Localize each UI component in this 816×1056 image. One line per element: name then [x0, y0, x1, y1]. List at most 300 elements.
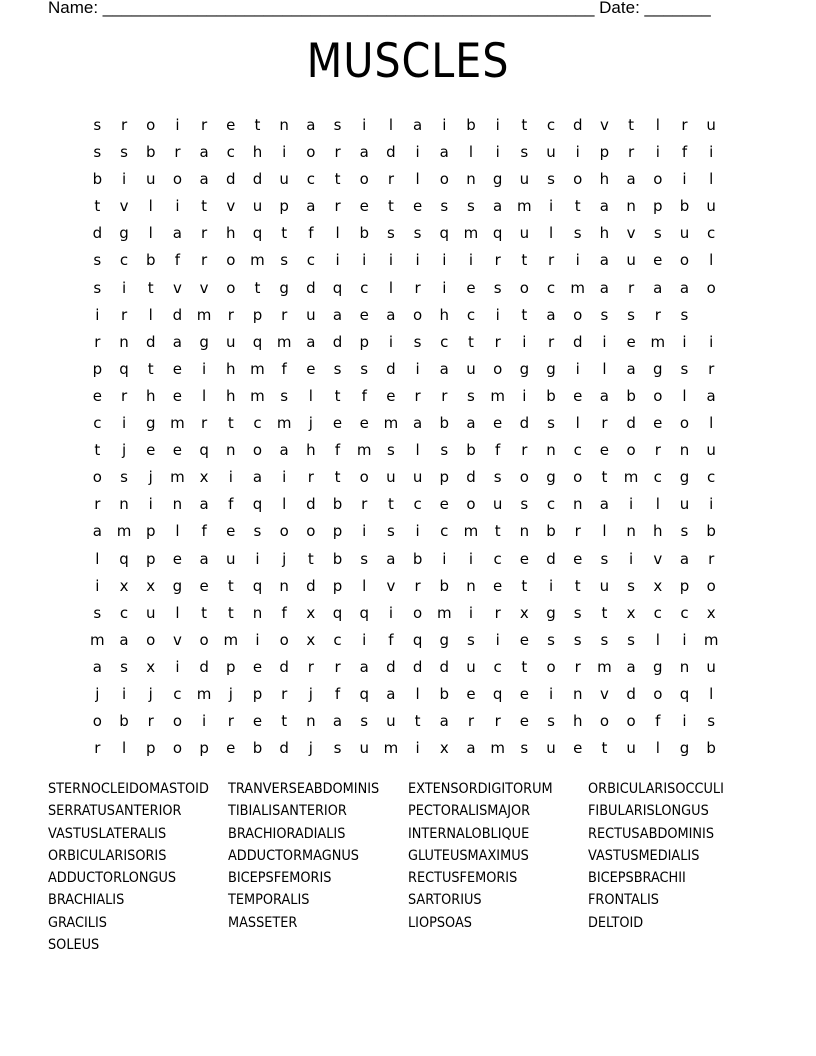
grid-letter: v: [626, 224, 636, 243]
grid-letter: t: [147, 278, 154, 297]
grid-letter: r: [414, 386, 421, 405]
grid-letter: l: [415, 441, 420, 460]
grid-letter: d: [252, 170, 263, 189]
grid-letter: m: [383, 739, 399, 758]
grid-letter: c: [440, 332, 449, 351]
grid-letter: s: [280, 251, 289, 270]
grid-letter: b: [439, 414, 450, 433]
grid-letter: c: [173, 684, 182, 703]
grid-letter: h: [226, 359, 236, 378]
word-list-item: GRACILIS: [48, 914, 107, 931]
grid-letter: r: [387, 170, 394, 189]
grid-letter: r: [574, 522, 581, 541]
grid-letter: n: [519, 522, 530, 541]
grid-letter: d: [572, 332, 583, 351]
grid-letter: e: [226, 739, 236, 758]
grid-letter: i: [495, 143, 500, 162]
grid-letter: q: [252, 495, 263, 514]
grid-letter: m: [517, 197, 532, 216]
grid-letter: f: [388, 630, 394, 649]
grid-letter: a: [599, 251, 609, 270]
grid-letter: b: [439, 684, 450, 703]
grid-letter: a: [466, 414, 476, 433]
grid-letter: a: [679, 278, 690, 297]
grid-letter: s: [680, 305, 689, 324]
grid-letter: a: [626, 359, 636, 378]
grid-letter: e: [466, 684, 476, 703]
grid-letter: r: [201, 251, 208, 270]
grid-letter: r: [307, 657, 314, 676]
grid-letter: d: [279, 739, 289, 758]
grid-letter: j: [148, 468, 153, 487]
grid-letter: d: [306, 278, 316, 297]
grid-letter: f: [681, 143, 688, 162]
grid-letter: t: [227, 603, 234, 622]
grid-letter: s: [93, 251, 102, 270]
word-list-item: DELTOID: [588, 914, 644, 931]
grid-letter: b: [466, 116, 476, 134]
grid-letter: l: [709, 251, 714, 270]
grid-letter: e: [359, 305, 369, 324]
grid-letter: i: [495, 305, 500, 324]
grid-letter: c: [573, 441, 582, 460]
grid-letter: o: [573, 468, 583, 487]
grid-letter: i: [682, 170, 687, 189]
grid-letter: t: [468, 332, 474, 351]
grid-letter: e: [386, 386, 396, 405]
grid-letter: r: [628, 143, 635, 162]
grid-letter: t: [334, 468, 341, 487]
grid-letter: s: [93, 603, 102, 622]
grid-letter: m: [490, 386, 505, 405]
grid-letter: e: [199, 576, 209, 595]
grid-letter: q: [119, 359, 129, 378]
grid-letter: i: [655, 143, 660, 162]
grid-letter: i: [388, 251, 393, 270]
grid-letter: x: [626, 603, 636, 622]
grid-letter: u: [626, 251, 636, 270]
grid-letter: u: [706, 116, 716, 134]
grid-letter: s: [467, 197, 475, 216]
grid-letter: s: [93, 143, 102, 162]
grid-letter: t: [254, 116, 261, 134]
grid-letter: x: [706, 603, 716, 622]
grid-letter: i: [175, 657, 180, 676]
grid-letter: x: [653, 576, 663, 595]
grid-letter: b: [412, 549, 423, 568]
grid-letter: u: [546, 739, 556, 758]
grid-letter: h: [572, 712, 583, 731]
grid-letter: i: [575, 143, 580, 162]
grid-letter: i: [228, 468, 233, 487]
grid-letter: x: [306, 603, 316, 622]
grid-letter: p: [599, 143, 610, 162]
grid-letter: r: [708, 359, 715, 378]
grid-letter: x: [146, 657, 156, 676]
grid-letter: d: [519, 414, 530, 433]
grid-letter: g: [653, 359, 663, 378]
grid-letter: f: [281, 603, 287, 622]
grid-letter: u: [226, 332, 236, 351]
word-list-item: SARTORIUS: [408, 892, 482, 909]
grid-letter: d: [306, 495, 316, 514]
grid-letter: u: [412, 468, 423, 487]
grid-letter: a: [252, 468, 263, 487]
grid-letter: s: [680, 522, 689, 541]
word-list-item: INTERNALOBLIQUE: [408, 825, 530, 842]
grid-letter: n: [626, 522, 636, 541]
grid-letter: r: [174, 143, 181, 162]
grid-letter: m: [597, 657, 612, 676]
grid-letter: e: [653, 251, 663, 270]
grid-letter: n: [626, 197, 636, 216]
grid-letter: i: [629, 495, 634, 514]
grid-letter: u: [279, 170, 289, 189]
grid-letter: u: [386, 468, 396, 487]
grid-letter: o: [306, 143, 316, 162]
grid-letter: i: [468, 251, 474, 270]
grid-letter: t: [254, 278, 261, 297]
grid-letter: e: [332, 414, 343, 433]
grid-letter: o: [413, 305, 423, 324]
grid-letter: m: [463, 224, 479, 243]
grid-letter: o: [279, 522, 289, 541]
grid-letter: c: [546, 278, 556, 297]
grid-letter: o: [573, 305, 583, 324]
grid-letter: i: [415, 739, 420, 758]
grid-letter: e: [493, 576, 503, 595]
grid-letter: g: [439, 630, 450, 649]
grid-letter: s: [386, 441, 395, 460]
grid-letter: a: [119, 630, 129, 649]
grid-letter: l: [308, 386, 313, 405]
grid-letter: l: [655, 630, 660, 649]
grid-letter: t: [387, 197, 394, 216]
grid-letter: b: [252, 739, 263, 758]
grid-letter: i: [175, 197, 180, 216]
grid-letter: r: [147, 712, 154, 731]
grid-letter: q: [439, 224, 450, 243]
grid-letter: o: [413, 603, 423, 622]
grid-letter: l: [388, 278, 393, 297]
grid-letter: q: [679, 684, 690, 703]
grid-letter: q: [492, 224, 503, 243]
grid-letter: c: [93, 414, 102, 433]
grid-letter: h: [306, 441, 316, 460]
grid-letter: i: [415, 251, 420, 270]
grid-letter: r: [94, 495, 101, 514]
grid-letter: n: [279, 576, 289, 595]
grid-letter: e: [226, 116, 236, 134]
grid-letter: t: [574, 576, 581, 595]
grid-letter: c: [653, 468, 662, 487]
page-title: MUSCLES: [306, 34, 510, 89]
grid-letter: x: [146, 576, 156, 595]
grid-letter: o: [92, 468, 102, 487]
grid-letter: g: [172, 576, 183, 595]
grid-letter: r: [227, 712, 234, 731]
word-list-item: VASTUSLATERALIS: [48, 825, 167, 842]
grid-letter: h: [145, 386, 156, 405]
grid-letter: r: [628, 278, 635, 297]
grid-letter: b: [92, 170, 103, 189]
grid-letter: f: [201, 522, 207, 541]
grid-letter: m: [490, 739, 505, 758]
word-list-item: TEMPORALIS: [228, 892, 310, 909]
grid-letter: n: [119, 332, 129, 351]
grid-letter: o: [199, 630, 209, 649]
grid-letter: r: [494, 251, 501, 270]
grid-letter: l: [548, 224, 554, 243]
grid-letter: l: [95, 549, 100, 568]
grid-letter: d: [626, 684, 636, 703]
grid-letter: a: [172, 332, 182, 351]
grid-letter: d: [199, 657, 209, 676]
grid-letter: q: [119, 549, 129, 568]
grid-letter: h: [653, 522, 663, 541]
grid-letter: e: [519, 684, 529, 703]
grid-letter: o: [599, 712, 609, 731]
grid-letter: m: [623, 468, 639, 487]
grid-letter: m: [276, 414, 292, 433]
grid-letter: m: [196, 305, 212, 324]
grid-letter: a: [386, 549, 396, 568]
grid-letter: t: [521, 251, 528, 270]
grid-letter: e: [626, 332, 636, 351]
grid-letter: a: [679, 549, 690, 568]
word-list-item: BRACHIORADIALIS: [228, 825, 346, 842]
grid-letter: i: [442, 251, 447, 270]
grid-letter: u: [626, 739, 636, 758]
grid-letter: o: [146, 630, 156, 649]
grid-letter: a: [626, 657, 636, 676]
grid-letter: e: [573, 386, 583, 405]
grid-letter: s: [653, 224, 662, 243]
word-list-item: VASTUSMEDIALIS: [588, 847, 700, 864]
grid-letter: b: [439, 576, 450, 595]
grid-letter: s: [413, 224, 422, 243]
grid-letter: a: [306, 332, 316, 351]
word-list-item: MASSETER: [228, 914, 298, 931]
grid-letter: v: [119, 197, 129, 216]
grid-letter: j: [121, 441, 127, 460]
grid-letter: l: [335, 224, 340, 243]
grid-letter: s: [93, 278, 102, 297]
grid-letter: s: [680, 359, 689, 378]
grid-letter: s: [440, 197, 449, 216]
grid-letter: u: [706, 441, 716, 460]
grid-letter: j: [148, 684, 153, 703]
grid-letter: p: [332, 522, 343, 541]
word-list-item: EXTENSORDIGITORUM: [408, 781, 553, 797]
grid-letter: i: [121, 170, 127, 189]
word-list-item: ORBICULARISORIS: [48, 847, 167, 864]
grid-letter: d: [572, 116, 583, 134]
grid-letter: o: [519, 468, 529, 487]
grid-letter: e: [573, 739, 583, 758]
grid-letter: x: [119, 576, 129, 595]
grid-letter: u: [359, 739, 369, 758]
grid-letter: s: [493, 468, 502, 487]
grid-letter: j: [282, 549, 287, 568]
grid-letter: v: [386, 576, 396, 595]
grid-letter: o: [653, 386, 663, 405]
grid-letter: f: [281, 359, 287, 378]
grid-letter: i: [442, 116, 447, 134]
grid-letter: b: [546, 522, 556, 541]
grid-letter: i: [548, 576, 554, 595]
grid-letter: h: [599, 170, 610, 189]
grid-letter: o: [146, 116, 156, 134]
grid-letter: b: [119, 712, 129, 731]
grid-letter: o: [226, 278, 236, 297]
grid-letter: s: [520, 739, 529, 758]
grid-letter: i: [148, 495, 153, 514]
grid-letter: t: [601, 739, 608, 758]
grid-letter: t: [94, 197, 101, 216]
grid-letter: i: [709, 143, 714, 162]
grid-letter: u: [226, 549, 236, 568]
grid-letter: l: [682, 386, 687, 405]
grid-letter: r: [281, 684, 288, 703]
grid-letter: u: [519, 224, 530, 243]
grid-letter: u: [492, 495, 503, 514]
grid-letter: p: [199, 739, 209, 758]
grid-letter: o: [493, 359, 503, 378]
grid-letter: u: [466, 657, 476, 676]
grid-letter: i: [442, 278, 447, 297]
grid-letter: t: [414, 712, 421, 731]
grid-letter: r: [654, 441, 661, 460]
grid-letter: i: [415, 143, 420, 162]
grid-letter: i: [202, 359, 207, 378]
grid-letter: a: [546, 305, 556, 324]
grid-letter: i: [362, 630, 367, 649]
grid-letter: p: [145, 549, 156, 568]
grid-letter: v: [199, 278, 209, 297]
grid-letter: u: [386, 712, 396, 731]
grid-letter: q: [332, 278, 343, 297]
grid-letter: o: [706, 278, 716, 297]
grid-letter: l: [655, 739, 660, 758]
grid-letter: q: [252, 332, 263, 351]
grid-letter: n: [279, 116, 289, 134]
grid-letter: s: [440, 441, 449, 460]
grid-letter: g: [119, 224, 129, 243]
grid-letter: a: [386, 684, 396, 703]
grid-letter: i: [415, 522, 420, 541]
grid-letter: t: [281, 224, 288, 243]
grid-letter: s: [600, 305, 609, 324]
grid-letter: s: [627, 630, 635, 649]
grid-letter: c: [707, 224, 716, 243]
grid-letter: a: [172, 224, 182, 243]
grid-letter: i: [709, 332, 714, 351]
grid-letter: s: [333, 739, 342, 758]
grid-letter: e: [306, 359, 316, 378]
grid-letter: i: [388, 332, 393, 351]
grid-letter: t: [201, 603, 208, 622]
grid-letter: c: [360, 278, 369, 297]
grid-letter: p: [145, 522, 156, 541]
word-list-item: ADDUCTORMAGNUS: [228, 847, 359, 864]
grid-letter: o: [679, 251, 690, 270]
grid-letter: o: [466, 495, 476, 514]
grid-letter: o: [172, 739, 182, 758]
grid-letter: b: [359, 224, 369, 243]
grid-letter: c: [493, 549, 502, 568]
grid-letter: u: [679, 495, 690, 514]
grid-letter: x: [519, 603, 529, 622]
grid-letter: u: [706, 197, 716, 216]
grid-letter: i: [575, 251, 580, 270]
grid-letter: s: [600, 549, 609, 568]
grid-letter: p: [359, 332, 369, 351]
grid-letter: s: [520, 143, 529, 162]
grid-letter: j: [95, 684, 100, 703]
grid-letter: i: [495, 116, 500, 134]
grid-letter: e: [359, 197, 369, 216]
grid-letter: c: [333, 630, 342, 649]
word-list: [48, 778, 768, 956]
grid-letter: g: [546, 603, 556, 622]
grid-letter: t: [281, 712, 288, 731]
grid-letter: l: [602, 522, 607, 541]
word-list-item: SOLEUS: [48, 937, 100, 954]
grid-letter: m: [250, 386, 265, 405]
grid-letter: x: [199, 468, 209, 487]
grid-letter: s: [573, 224, 582, 243]
grid-letter: e: [493, 414, 503, 433]
grid-letter: i: [682, 332, 687, 351]
grid-letter: o: [653, 170, 663, 189]
grid-letter: r: [281, 305, 288, 324]
word-list-item: PECTORALISMAJOR: [408, 803, 531, 820]
grid-letter: r: [521, 441, 528, 460]
grid-letter: i: [202, 712, 207, 731]
grid-letter: i: [575, 359, 580, 378]
grid-letter: f: [495, 441, 501, 460]
grid-letter: i: [682, 712, 687, 731]
grid-letter: f: [655, 712, 661, 731]
grid-letter: i: [522, 386, 527, 405]
grid-letter: m: [703, 630, 719, 649]
grid-letter: c: [413, 495, 422, 514]
grid-letter: l: [415, 170, 420, 189]
grid-letter: d: [145, 332, 156, 351]
grid-letter: e: [146, 441, 156, 460]
grid-letter: s: [573, 630, 582, 649]
grid-letter: t: [601, 468, 608, 487]
grid-letter: a: [599, 386, 609, 405]
word-search-grid: [84, 112, 725, 762]
grid-letter: l: [415, 684, 420, 703]
grid-letter: q: [252, 224, 263, 243]
grid-letter: l: [709, 414, 714, 433]
grid-letter: r: [120, 305, 128, 324]
grid-letter: a: [199, 549, 209, 568]
grid-letter: c: [226, 143, 235, 162]
grid-letter: i: [282, 143, 287, 162]
grid-letter: q: [412, 630, 423, 649]
grid-letter: v: [226, 197, 236, 216]
grid-letter: i: [255, 549, 260, 568]
grid-letter: r: [494, 603, 501, 622]
grid-letter: m: [170, 414, 185, 433]
grid-letter: u: [145, 603, 156, 622]
grid-letter: p: [653, 197, 663, 216]
grid-letter: i: [282, 468, 287, 487]
